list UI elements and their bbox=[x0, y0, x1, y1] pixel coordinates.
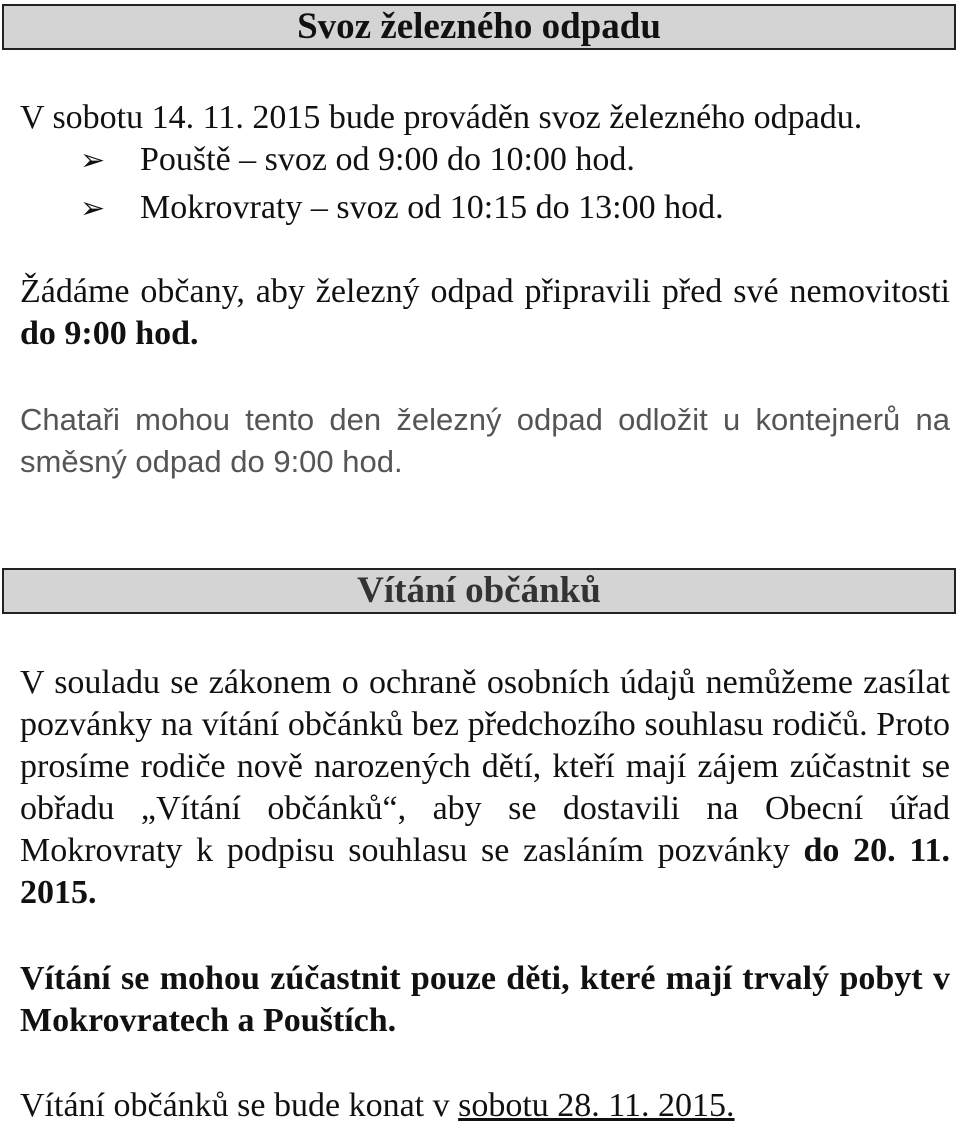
event-prefix: Vítání občánků se bude konat v bbox=[20, 1087, 459, 1124]
bullet-text-mokrovraty: Mokrovraty – svoz od 10:15 do 13:00 hod. bbox=[140, 189, 724, 226]
eligibility-note: Vítání se mohou zúčastnit pouze děti, které mají trvalý pobyt v Mokrovratech a Pouštích. bbox=[20, 960, 950, 1039]
bullet-item bbox=[80, 139, 635, 182]
bullet-item bbox=[80, 187, 724, 230]
welcoming-body-paragraph bbox=[20, 662, 950, 914]
cottagers-note: Chataři mohou tento den železný odpad odložit u kontejnerů na směsný odpad do 9:00 hod. bbox=[20, 402, 950, 479]
welcoming-deadline: do 20. 11. 2015. bbox=[20, 832, 950, 911]
collection-request-paragraph bbox=[20, 271, 950, 355]
event-date-line bbox=[20, 1085, 735, 1127]
section-heading-iron-waste: Svoz železného odpadu bbox=[2, 4, 956, 50]
request-text: Žádáme občany, aby železný odpad připravili před své nemovitosti bbox=[20, 273, 950, 310]
request-deadline: do 9:00 hod. bbox=[20, 315, 199, 352]
event-date: sobotu 28. 11. 2015. bbox=[458, 1087, 735, 1124]
bullet-text-pouste: Pouště – svoz od 9:00 do 10:00 hod. bbox=[140, 141, 635, 178]
section-heading-welcoming-citizens: Vítání občánků bbox=[2, 568, 956, 614]
welcoming-body-text: V souladu se zákonem o ochraně osobních údajů nemůžeme zasílat pozvánky na vítání občánků bez předchozího souhlasu rodičů. Proto prosíme rodiče nově narozených dětí, kteří mají zájem zúčastnit se obřadu „Vítání občánků“, aby se dostavili na Obecní úřad Mokrovraty k podpisu souhlasu se zasláním pozvánky bbox=[20, 664, 950, 869]
iron-waste-intro: V sobotu 14. 11. 2015 bude prováděn svoz železného odpadu. bbox=[20, 99, 863, 136]
arrow-bullet-icon: ➢ bbox=[80, 191, 106, 226]
arrow-bullet-icon: ➢ bbox=[80, 143, 106, 178]
